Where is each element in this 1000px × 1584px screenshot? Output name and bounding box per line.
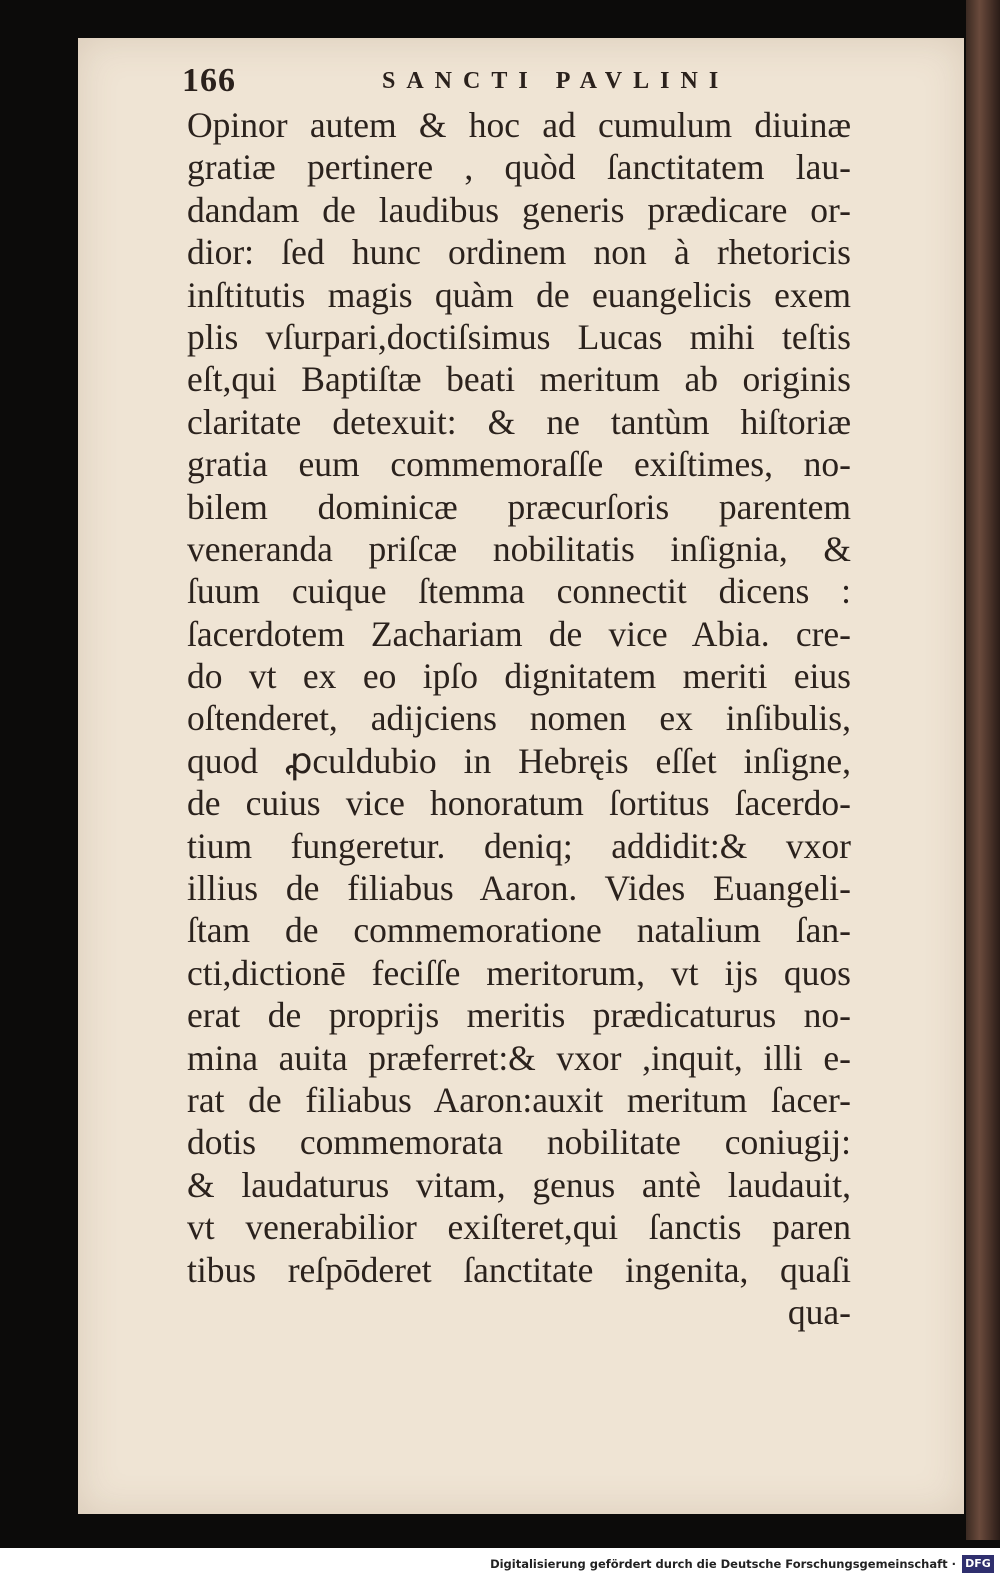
text-line: ſtam de commemoratione natalium ſan- <box>187 910 851 951</box>
text-line: Opinor autem & hoc ad cumulum diuinæ <box>187 105 851 145</box>
page-number: 166 <box>182 62 236 99</box>
text-line: veneranda priſcæ nobilitatis inſignia, & <box>187 528 851 569</box>
text-line: rat de filiabus Aaron:auxit meritum ſacer- <box>187 1079 851 1120</box>
text-line: dotis commemorata nobilitate coniugij: <box>187 1122 851 1163</box>
text-line: inſtitutis magis quàm de euangelicis exem <box>187 274 851 315</box>
text-line: illius de filiabus Aaron. Vides Euangeli- <box>187 868 851 909</box>
text-line: dandam de laudibus generis prædicare or- <box>187 189 851 230</box>
funding-credit: Digitalisierung gefördert durch die Deutsche Forschungsgemeinschaft · <box>490 1557 956 1571</box>
text-line: plis vſurpari,doctiſsimus Lucas mihi teſtis <box>187 316 851 357</box>
body-text <box>187 104 851 1333</box>
book-binding-edge <box>966 0 1000 1540</box>
text-line: quod ꝓculdubio in Hebręis eſſet inſigne, <box>187 740 851 781</box>
text-line: ſacerdotem Zachariam de vice Abia. cre- <box>187 613 851 654</box>
text-line: cti,dictionē feciſſe meritorum, vt ijs quos <box>187 952 851 993</box>
text-line: vt venerabilior exiſteret,qui ſanctis paren <box>187 1207 851 1248</box>
catchword: qua- <box>787 1291 851 1332</box>
text-line: tium fungeretur. deniq; addidit:& vxor <box>187 825 851 866</box>
text-line: dior: ſed hunc ordinem non à rhetoricis <box>187 232 851 273</box>
dfg-logo: DFG <box>962 1555 994 1573</box>
footer-bar <box>0 1548 1000 1584</box>
text-line: & laudaturus vitam, genus antè laudauit, <box>187 1164 851 1205</box>
running-head-title: SANCTI PAVLINI <box>382 68 730 94</box>
text-line: oſtenderet, adijciens nomen ex inſibulis, <box>187 698 851 739</box>
text-line: erat de proprijs meritis prædicaturus no- <box>187 995 851 1036</box>
text-line: gratiæ pertinere , quòd ſanctitatem lau- <box>187 147 851 188</box>
text-line: do vt ex eo ipſo dignitatem meriti eius <box>187 656 851 697</box>
running-head <box>182 62 832 98</box>
text-line: tibus reſpōderet ſanctitate ingenita, quaſi <box>187 1249 851 1290</box>
text-line: bilem dominicæ præcurſoris parentem <box>187 486 851 527</box>
text-line: gratia eum commemoraſſe exiſtimes, no- <box>187 444 851 485</box>
text-line: ſuum cuique ſtemma connectit dicens : <box>187 571 851 612</box>
text-line: eſt,qui Baptiſtæ beati meritum ab originis <box>187 359 851 400</box>
text-line: claritate detexuit: & ne tantùm hiſtoriæ <box>187 401 851 442</box>
text-line: de cuius vice honoratum ſortitus ſacerdo- <box>187 783 851 824</box>
text-line: mina auita præferret:& vxor ,inquit, illi e- <box>187 1037 851 1078</box>
